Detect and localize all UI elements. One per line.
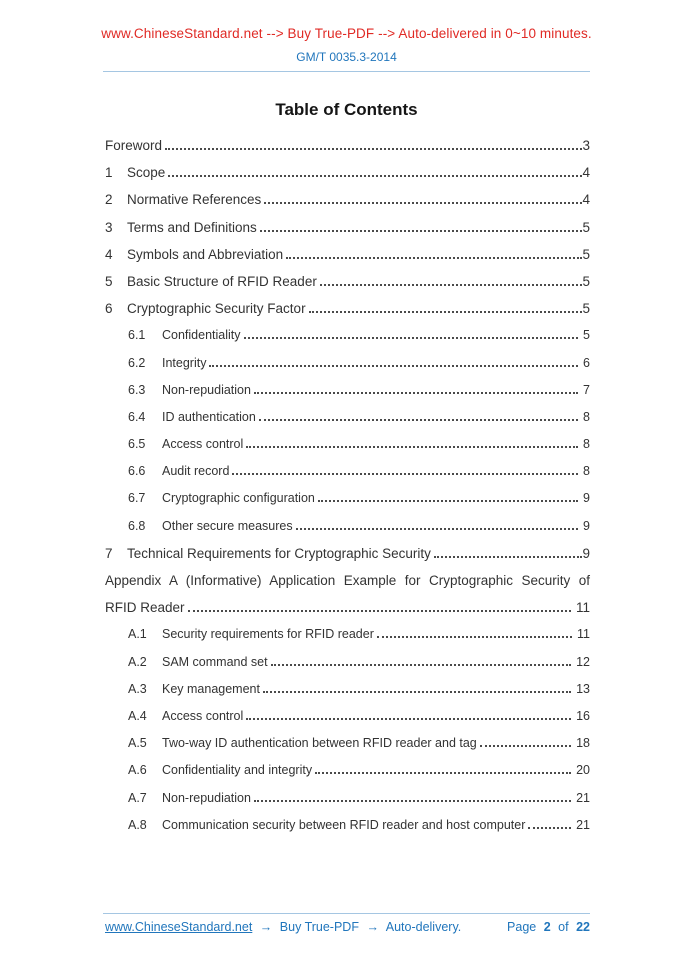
toc-entry-label: Cryptographic Security Factor [127,301,306,317]
toc-entry-label: Basic Structure of RFID Reader [127,273,317,289]
toc-entry-number: 6.8 [128,518,146,533]
toc-entry [105,757,590,784]
toc-entry-label: Confidentiality and integrity [162,763,313,778]
toc-entry-label: Symbols and Abbreviation [127,246,284,262]
toc-entry [105,730,590,757]
toc-entry-label: Foreword [105,138,163,153]
dot-leader [168,175,582,177]
toc-page-number: 4 [582,192,590,208]
toc-page-number: 5 [582,219,590,235]
toc-page-number: 11 [575,600,590,616]
toc-entry-number: 6.7 [128,491,146,506]
dot-leader [309,311,583,313]
toc-list [105,132,590,839]
page-indicator [503,918,590,936]
toc-entry-number: 6.5 [128,437,146,452]
toc-entry [105,703,590,730]
toc-entry-label: Cryptographic configuration [162,491,315,506]
dot-leader [377,636,572,638]
toc-entry-label: RFID Reader [105,600,185,616]
toc-page-number: 5 [582,301,590,317]
arrow-right-icon: → [259,920,273,934]
dot-leader [246,718,571,720]
toc-entry-label: Confidentiality [162,328,241,343]
dot-leader [209,365,578,367]
header-promo-link[interactable]: www.ChineseStandard.net --> Buy True-PDF --> Auto-delivered in 0~10 minutes. [101,26,592,41]
toc-entry-label: Non-repudiation [162,382,251,397]
toc-entry-label: Two-way ID authentication between RFID reader and tag [162,736,477,751]
dot-leader [165,148,582,150]
toc-entry [105,513,590,540]
dot-leader [244,337,579,339]
toc-entry [105,404,590,431]
footer [105,918,590,936]
toc-entry-number: 5 [105,273,113,289]
toc-entry-label: Access control [162,708,244,723]
toc-page-number: 9 [583,491,590,506]
toc-entry [105,159,590,186]
toc-entry [105,594,590,621]
toc-entry-label: Technical Requirements for Cryptographic Security [127,545,431,561]
toc-entry [105,186,590,213]
page-current: 2 [543,920,551,934]
toc-entry [105,322,590,349]
toc-entry-number: 4 [105,246,113,262]
toc-entry [105,458,590,485]
toc-entry-label: Other secure measures [162,518,293,533]
toc-entry [105,268,590,295]
toc-entry-number: 6.2 [128,355,146,370]
footer-buy-label: Buy True-PDF [279,920,359,934]
toc-page-number: 18 [576,736,590,751]
toc-entry-number: 6.3 [128,382,146,397]
dot-leader [188,610,571,612]
toc-page-number: 5 [582,246,590,262]
toc-entry-number: A.4 [128,708,147,723]
toc-page-number: 12 [576,654,590,669]
footer-divider [103,913,590,914]
dot-leader [254,800,571,802]
dot-leader [315,772,571,774]
toc-entry-label: ID authentication [162,409,256,424]
toc-entry-number: A.8 [128,817,147,832]
toc-entry [105,214,590,241]
toc-entry-label: Access control [162,437,244,452]
toc-entry-number: 6.1 [128,328,146,343]
toc-entry [105,295,590,322]
toc-page-number: 16 [576,708,590,723]
toc-entry [105,241,590,268]
dot-leader [320,284,583,286]
toc-entry-number: 6 [105,301,113,317]
toc-entry-label: Normative References [127,192,262,208]
toc-entry-number: A.2 [128,654,147,669]
toc-page-number: 21 [576,790,590,805]
toc-entry-number: 7 [105,545,113,561]
toc-entry-number: A.1 [128,627,147,642]
toc-entry-number: A.7 [128,790,147,805]
toc-page-number: 3 [582,138,590,153]
dot-leader [528,827,571,829]
toc-entry [105,485,590,512]
toc-page-number: 13 [576,681,590,696]
toc-entry-number: A.6 [128,763,147,778]
toc-page-number: 5 [583,328,590,343]
toc-page-number: 7 [583,382,590,397]
dot-leader [286,257,582,259]
dot-leader [263,691,571,693]
toc-entry-label: Security requirements for RFID reader [162,627,374,642]
dot-leader [254,392,578,394]
toc-appendix-line1: Appendix A (Informative) Application Example for Cryptographic Security of [105,573,590,588]
header-divider [103,71,590,72]
toc-entry [105,676,590,703]
toc-entry-number: 2 [105,192,113,208]
toc-page-number: 11 [577,627,590,642]
toc-entry-number: A.5 [128,736,147,751]
toc-entry [105,812,590,839]
footer-promo [105,918,461,936]
arrow-right-icon: → [366,920,379,934]
dot-leader [480,745,571,747]
page-total: 22 [576,920,590,934]
toc-entry-label: Key management [162,681,260,696]
toc-entry-number: A.3 [128,681,147,696]
toc-page-number: 8 [583,464,590,479]
of-word: of [558,920,569,934]
toc-entry [105,621,590,648]
toc-entry-number: 1 [105,165,113,181]
footer-delivery-label: Auto-delivery. [385,920,462,934]
page-word: Page [507,920,537,934]
toc-entry [105,649,590,676]
toc-entry-label: SAM command set [162,654,268,669]
toc-page-number: 21 [576,817,590,832]
standard-code: GM/T 0035.3-2014 [296,50,397,64]
toc-entry [105,132,590,159]
toc-entry [105,785,590,812]
toc-entry-label: Non-repudiation [162,790,251,805]
toc-entry-label: Scope [127,165,166,181]
dot-leader [296,528,578,530]
toc-entry-label: Communication security between RFID reader and host computer [162,817,526,832]
toc-page-number: 5 [582,273,590,289]
toc-page-number: 4 [582,165,590,181]
toc-entry [105,350,590,377]
toc-entry [105,431,590,458]
toc-page-number: 9 [583,518,590,533]
toc-page-number: 8 [583,409,590,424]
toc-entry-number: 6.6 [128,464,146,479]
dot-leader [271,664,572,666]
page-title: Table of Contents [275,100,418,119]
toc-page-number: 6 [583,355,590,370]
dot-leader [434,556,583,558]
toc-entry [105,540,590,567]
dot-leader [264,202,582,204]
toc-entry-number: 6.4 [128,409,146,424]
toc-page-number: 8 [583,437,590,452]
footer-link[interactable]: www.ChineseStandard.net [105,920,253,934]
dot-leader [318,500,578,502]
dot-leader [232,473,578,475]
dot-leader [246,446,578,448]
toc-entry [105,377,590,404]
toc-entry-label: Terms and Definitions [127,219,257,235]
toc-entry-label: Audit record [162,464,230,479]
toc-page-number: 9 [582,545,590,561]
toc-page-number: 20 [576,763,590,778]
dot-leader [260,230,583,232]
toc-entry-number: 3 [105,219,113,235]
dot-leader [259,419,578,421]
toc-entry-label: Integrity [162,355,207,370]
